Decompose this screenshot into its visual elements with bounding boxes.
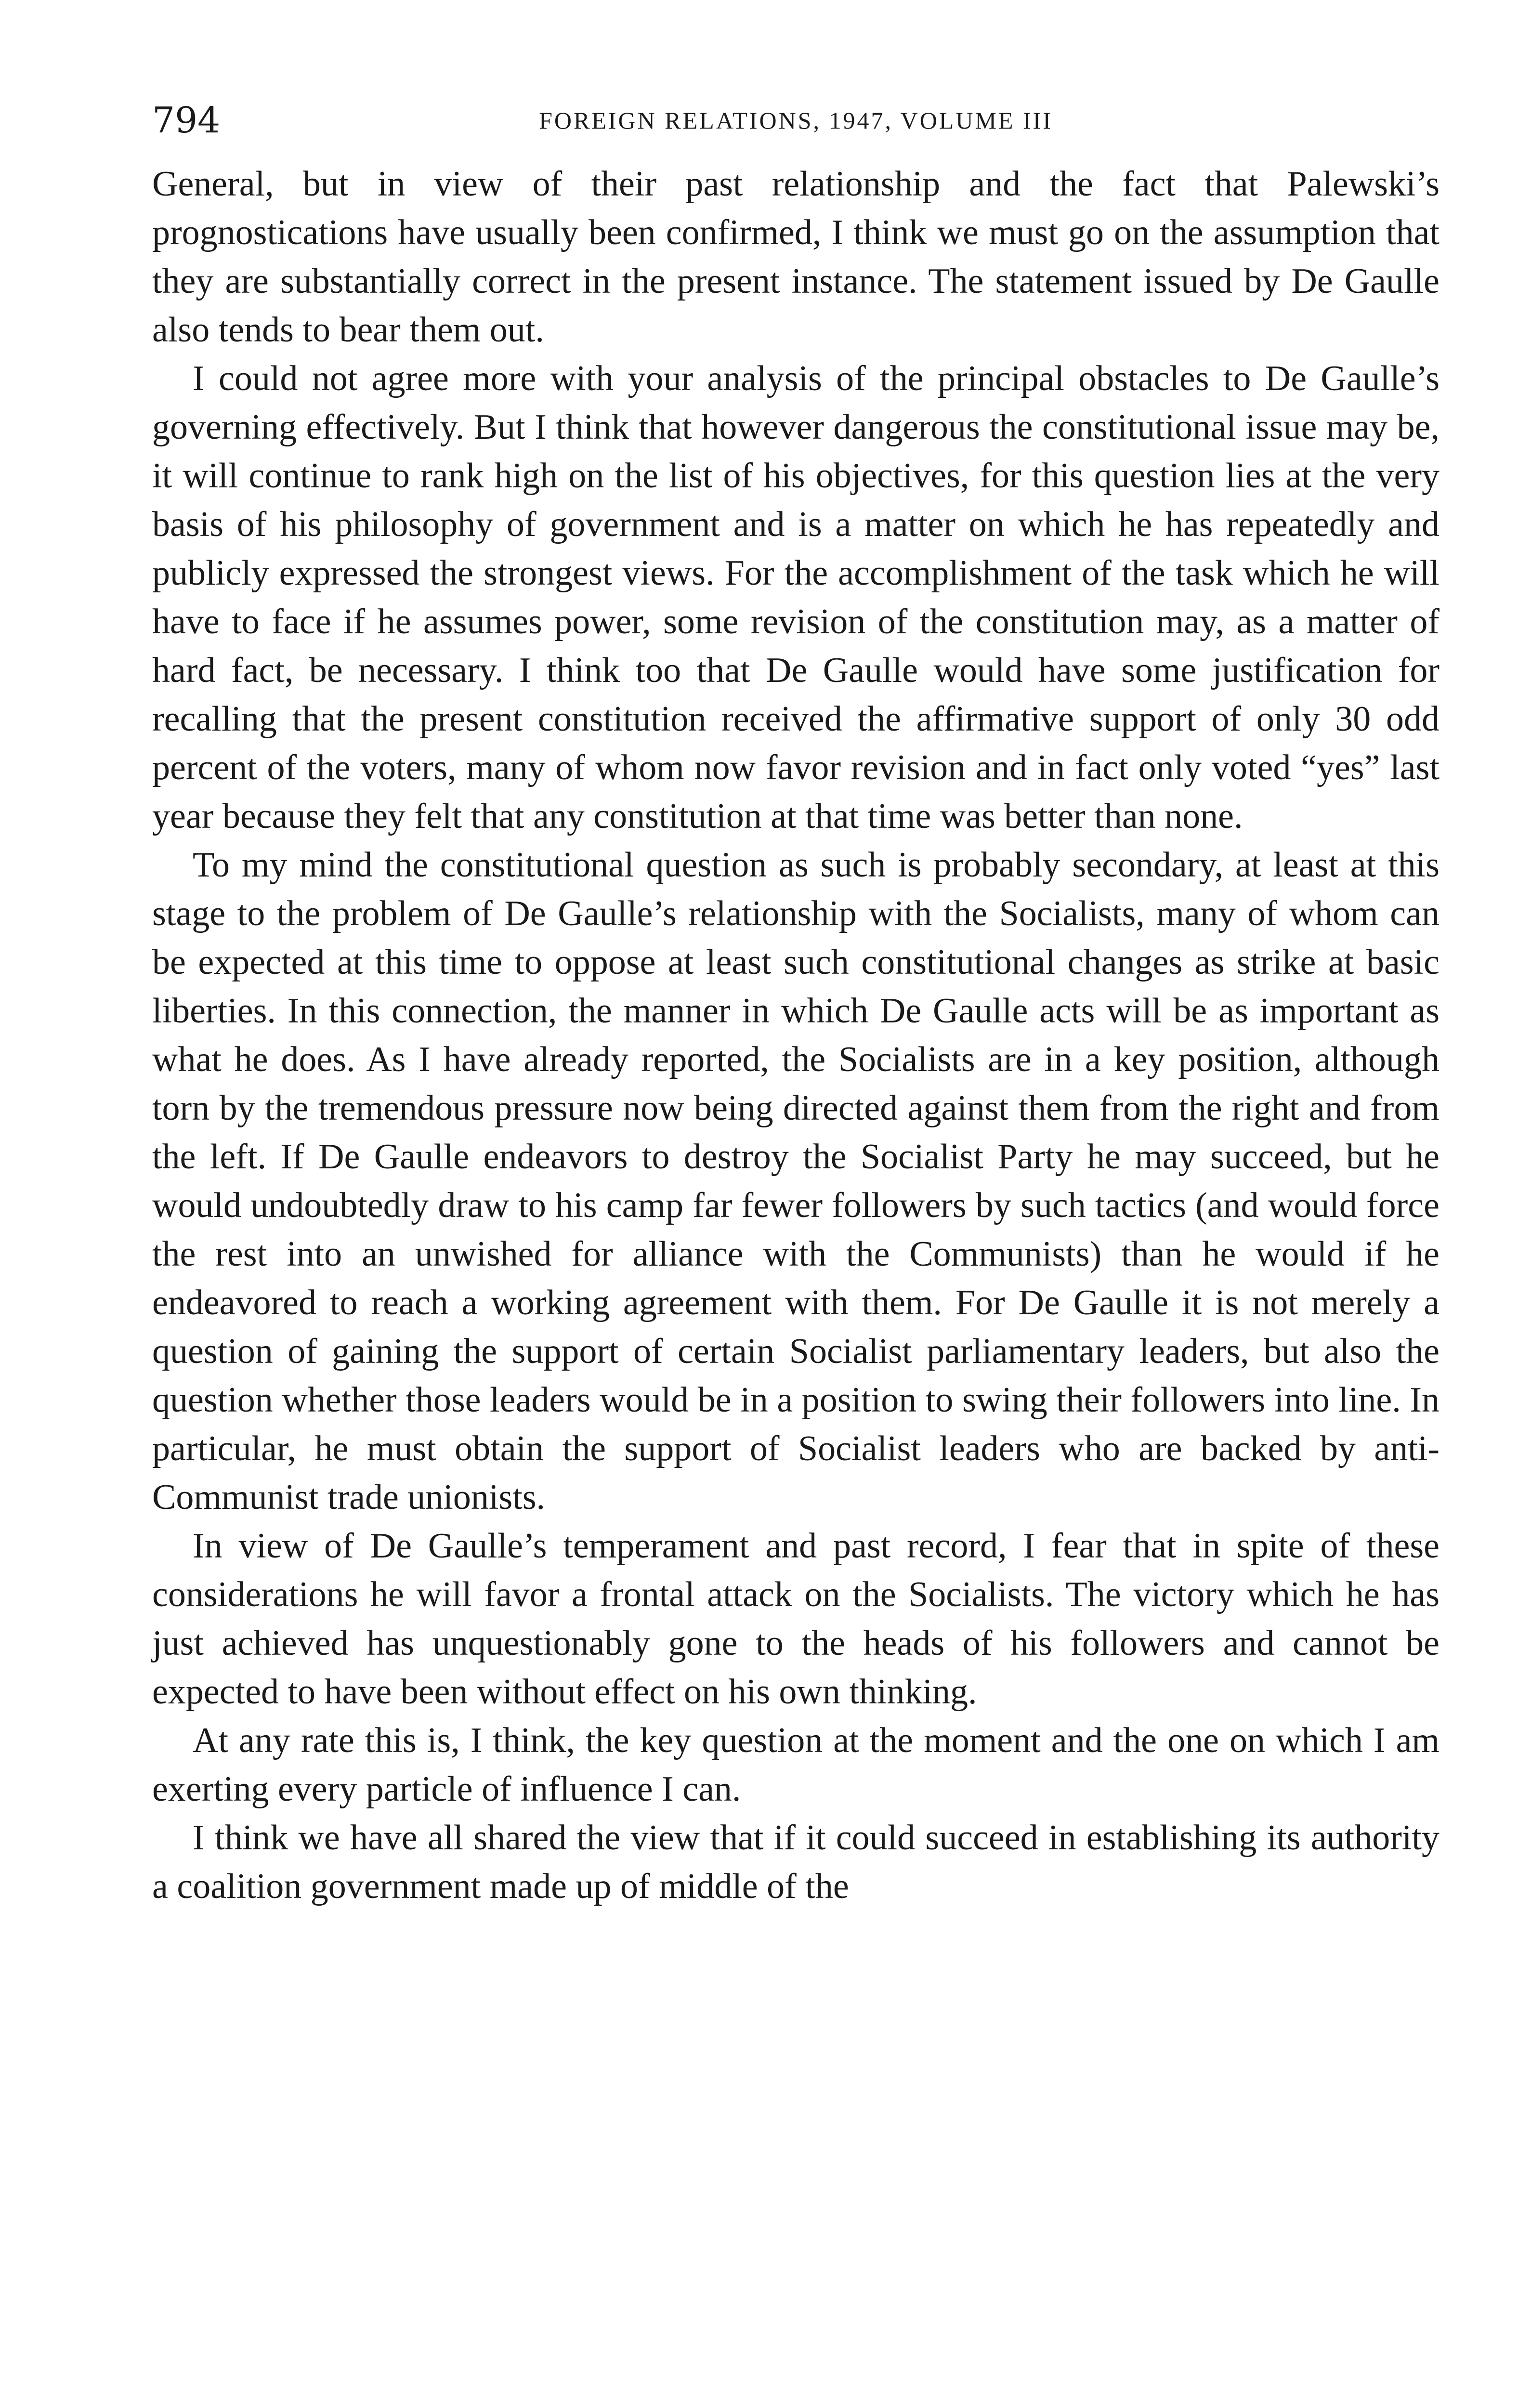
document-page xyxy=(152,96,1439,1911)
paragraph-2: I could not agree more with your analysis of the principal obstacles to De Gaulle’s governing effectively. But I think that however dangerous the constitutional issue may be, it will continue to rank high on the list of his objectives, for this question lies at the very basis of his philosophy of government and is a matter on which he has repeatedly and publicly expressed the strongest views. For the accomplishment of the task which he will have to face if he assumes power, some revision of the constitution may, as a matter of hard fact, be necessary. I think too that De Gaulle would have some justification for recalling that the present constitution received the affirmative support of only 30 odd percent of the voters, many of whom now favor revision and in fact only voted “yes” last year because they felt that any constitution at that time was better than none. xyxy=(152,359,1439,836)
paragraph-6: I think we have all shared the view that if it could succeed in establishing its authority a coalition government made up of middle of the xyxy=(152,1818,1439,1906)
body-text xyxy=(152,160,1439,1911)
paragraph-5: At any rate this is, I think, the key question at the moment and the one on which I am exerting every particle of influence I can. xyxy=(152,1721,1439,1809)
paragraph-4: In view of De Gaulle’s temperament and past record, I fear that in spite of these considerations he will favor a frontal attack on the Socialists. The victory which he has just achieved has unquestionably gone to the heads of his followers and cannot be expected to have been without effect on his own thinking. xyxy=(152,1526,1439,1712)
paragraph-1: General, but in view of their past relationship and the fact that Palewski’s prognostications have usually been confirmed, I think we must go on the assumption that they are substantially correct in the present instance. The statement issued by De Gaulle also tends to bear them out. xyxy=(152,164,1439,350)
page-number: 794 xyxy=(152,100,221,141)
paragraph-3: To my mind the constitutional question as such is probably secondary, at least at this stage to the problem of De Gaulle’s relationship with the Socialists, many of whom can be expected at this time to oppose at least such constitutional changes as strike at basic liberties. In this connection, the manner in which De Gaulle acts will be as important as what he does. As I have already reported, the Socialists are in a key position, although torn by the tremendous pressure now being directed against them from the right and from the left. If De Gaulle endeavors to destroy the Socialist Party he may succeed, but he would undoubtedly draw to his camp far fewer followers by such tactics (and would force the rest into an unwished for alliance with the Communists) than he would if he endeavored to reach a working agreement with them. For De Gaulle it is not merely a question of gaining the support of certain Socialist parliamentary leaders, but also the question whether those leaders would be in a position to swing their followers into line. In particular, he must obtain the support of Socialist leaders who are backed by anti-Communist trade unionists. xyxy=(152,845,1439,1517)
running-title: FOREIGN RELATIONS, 1947, VOLUME III xyxy=(539,107,1053,134)
running-head xyxy=(152,96,1439,144)
